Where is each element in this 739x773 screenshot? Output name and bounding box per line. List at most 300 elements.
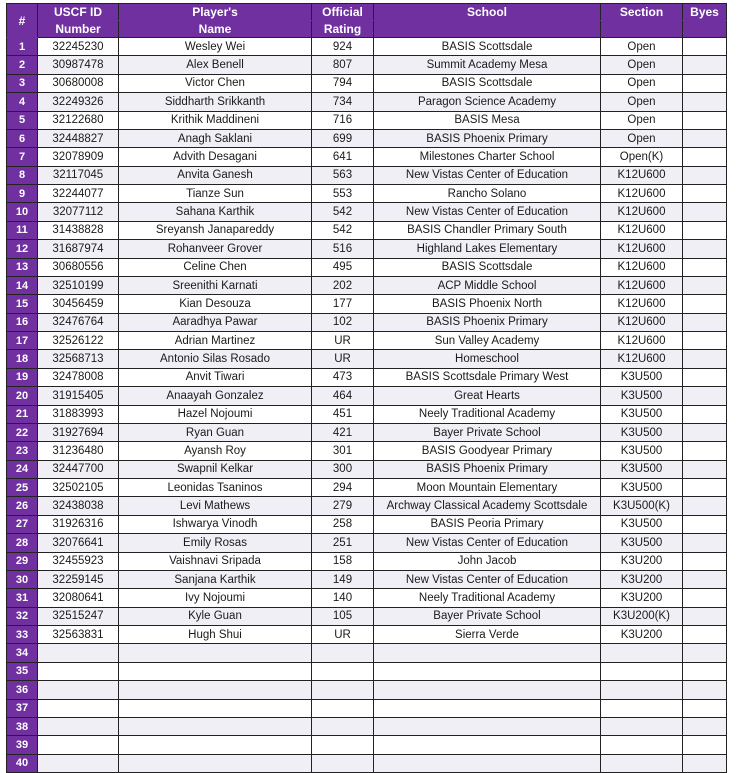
uscf-id-cell: 32259145	[38, 570, 119, 588]
row-number-cell: 14	[7, 276, 38, 294]
table-header	[7, 4, 727, 38]
school-cell	[374, 662, 601, 680]
section-cell: K12U600	[601, 313, 683, 331]
byes-cell	[683, 515, 727, 533]
player-name-cell: Leonidas Tsaninos	[119, 479, 312, 497]
player-name-cell: Krithik Maddineni	[119, 111, 312, 129]
row-number-cell: 15	[7, 295, 38, 313]
rating-cell: 542	[312, 221, 374, 239]
byes-cell	[683, 736, 727, 754]
table-row	[7, 736, 727, 754]
rating-cell: 140	[312, 589, 374, 607]
school-cell: BASIS Goodyear Primary	[374, 442, 601, 460]
section-cell: K3U500	[601, 534, 683, 552]
rating-cell	[312, 736, 374, 754]
uscf-id-cell: 32076641	[38, 534, 119, 552]
table-row	[7, 405, 727, 423]
school-cell	[374, 681, 601, 699]
row-number-cell: 16	[7, 313, 38, 331]
school-cell: Summit Academy Mesa	[374, 56, 601, 74]
uscf-id-cell: 32245230	[38, 38, 119, 56]
rating-cell: 158	[312, 552, 374, 570]
uscf-id-cell: 32478008	[38, 368, 119, 386]
rating-cell	[312, 681, 374, 699]
school-cell: Milestones Charter School	[374, 148, 601, 166]
rating-cell: UR	[312, 332, 374, 350]
player-name-cell: Tianze Sun	[119, 185, 312, 203]
school-cell: BASIS Phoenix Primary	[374, 313, 601, 331]
byes-cell	[683, 38, 727, 56]
section-cell: K12U600	[601, 295, 683, 313]
uscf-id-cell: 32438038	[38, 497, 119, 515]
player-name-cell: Rohanveer Grover	[119, 240, 312, 258]
section-cell	[601, 699, 683, 717]
row-number-cell: 25	[7, 479, 38, 497]
rating-cell: 716	[312, 111, 374, 129]
uscf-id-cell: 31687974	[38, 240, 119, 258]
table-row	[7, 332, 727, 350]
header-rating-line2: Rating	[312, 21, 374, 38]
player-name-cell	[119, 736, 312, 754]
rating-cell: 300	[312, 460, 374, 478]
rating-cell: 516	[312, 240, 374, 258]
rating-cell: 102	[312, 313, 374, 331]
table-row	[7, 497, 727, 515]
row-number-cell: 1	[7, 38, 38, 56]
section-cell: K3U500	[601, 405, 683, 423]
row-number-cell: 19	[7, 368, 38, 386]
player-name-cell: Ryan Guan	[119, 423, 312, 441]
uscf-id-cell: 31438828	[38, 221, 119, 239]
uscf-id-cell: 31927694	[38, 423, 119, 441]
byes-cell	[683, 405, 727, 423]
byes-cell	[683, 479, 727, 497]
player-name-cell: Anvita Ganesh	[119, 166, 312, 184]
rating-cell: 301	[312, 442, 374, 460]
school-cell: Neely Traditional Academy	[374, 589, 601, 607]
row-number-cell: 37	[7, 699, 38, 717]
school-cell: BASIS Phoenix Primary	[374, 460, 601, 478]
table-row	[7, 515, 727, 533]
player-name-cell: Sreyansh Janapareddy	[119, 221, 312, 239]
uscf-id-cell	[38, 736, 119, 754]
byes-cell	[683, 534, 727, 552]
player-name-cell: Anagh Saklani	[119, 129, 312, 147]
player-name-cell: Wesley Wei	[119, 38, 312, 56]
byes-cell	[683, 754, 727, 772]
byes-cell	[683, 387, 727, 405]
row-number-cell: 27	[7, 515, 38, 533]
uscf-id-cell	[38, 699, 119, 717]
uscf-id-cell: 32447700	[38, 460, 119, 478]
uscf-id-cell: 30680556	[38, 258, 119, 276]
uscf-id-cell: 32568713	[38, 350, 119, 368]
table-body	[7, 38, 727, 773]
uscf-id-cell: 32526122	[38, 332, 119, 350]
row-number-cell: 2	[7, 56, 38, 74]
rating-cell: 794	[312, 74, 374, 92]
byes-cell	[683, 368, 727, 386]
rating-cell: 258	[312, 515, 374, 533]
section-cell	[601, 681, 683, 699]
rating-cell: 495	[312, 258, 374, 276]
section-cell: K3U200(K)	[601, 607, 683, 625]
byes-cell	[683, 276, 727, 294]
section-cell: K3U500	[601, 515, 683, 533]
player-name-cell: Antonio Silas Rosado	[119, 350, 312, 368]
byes-cell	[683, 423, 727, 441]
byes-cell	[683, 240, 727, 258]
table-row	[7, 681, 727, 699]
byes-cell	[683, 460, 727, 478]
section-cell: K3U500	[601, 442, 683, 460]
school-cell	[374, 699, 601, 717]
player-name-cell: Alex Benell	[119, 56, 312, 74]
school-cell: Moon Mountain Elementary	[374, 479, 601, 497]
rating-cell: 473	[312, 368, 374, 386]
byes-cell	[683, 662, 727, 680]
school-cell: Bayer Private School	[374, 423, 601, 441]
table-row	[7, 56, 727, 74]
byes-cell	[683, 552, 727, 570]
row-number-cell: 8	[7, 166, 38, 184]
byes-cell	[683, 129, 727, 147]
section-cell: K3U500	[601, 423, 683, 441]
rating-cell	[312, 699, 374, 717]
section-cell	[601, 736, 683, 754]
byes-cell	[683, 717, 727, 735]
table-row	[7, 240, 727, 258]
header-uscf-id-line2: Number	[38, 21, 119, 38]
table-row	[7, 626, 727, 644]
row-number-cell: 38	[7, 717, 38, 735]
byes-cell	[683, 166, 727, 184]
uscf-id-cell: 32510199	[38, 276, 119, 294]
rating-cell	[312, 754, 374, 772]
table-row	[7, 589, 727, 607]
section-cell: K12U600	[601, 166, 683, 184]
player-name-cell: Sanjana Karthik	[119, 570, 312, 588]
row-number-cell: 11	[7, 221, 38, 239]
table-row	[7, 534, 727, 552]
byes-cell	[683, 332, 727, 350]
player-name-cell	[119, 662, 312, 680]
school-cell: BASIS Scottsdale	[374, 38, 601, 56]
uscf-id-cell: 30680008	[38, 74, 119, 92]
byes-cell	[683, 644, 727, 662]
table-row	[7, 74, 727, 92]
table-row	[7, 423, 727, 441]
school-cell: Homeschool	[374, 350, 601, 368]
row-number-cell: 18	[7, 350, 38, 368]
section-cell	[601, 644, 683, 662]
school-cell: BASIS Peoria Primary	[374, 515, 601, 533]
player-name-cell: Advith Desagani	[119, 148, 312, 166]
player-name-cell: Anvit Tiwari	[119, 368, 312, 386]
player-name-cell	[119, 681, 312, 699]
header-index: #	[7, 4, 38, 38]
byes-cell	[683, 313, 727, 331]
uscf-id-cell: 30987478	[38, 56, 119, 74]
player-name-cell: Sreenithi Karnati	[119, 276, 312, 294]
row-number-cell: 30	[7, 570, 38, 588]
table-row	[7, 93, 727, 111]
school-cell: BASIS Scottsdale	[374, 258, 601, 276]
row-number-cell: 21	[7, 405, 38, 423]
section-cell	[601, 754, 683, 772]
row-number-cell: 4	[7, 93, 38, 111]
row-number-cell: 28	[7, 534, 38, 552]
byes-cell	[683, 681, 727, 699]
row-number-cell: 9	[7, 185, 38, 203]
table-row	[7, 185, 727, 203]
player-name-cell: Siddharth Srikkanth	[119, 93, 312, 111]
rating-cell: 294	[312, 479, 374, 497]
section-cell: K3U500	[601, 387, 683, 405]
byes-cell	[683, 185, 727, 203]
player-name-cell: Ishwarya Vinodh	[119, 515, 312, 533]
byes-cell	[683, 699, 727, 717]
player-name-cell: Hazel Nojoumi	[119, 405, 312, 423]
rating-cell: 451	[312, 405, 374, 423]
section-cell: K12U600	[601, 221, 683, 239]
rating-cell: 641	[312, 148, 374, 166]
row-number-cell: 26	[7, 497, 38, 515]
row-number-cell: 40	[7, 754, 38, 772]
row-number-cell: 35	[7, 662, 38, 680]
row-number-cell: 32	[7, 607, 38, 625]
table-row	[7, 460, 727, 478]
school-cell: New Vistas Center of Education	[374, 203, 601, 221]
byes-cell	[683, 570, 727, 588]
table-row	[7, 295, 727, 313]
table-row	[7, 754, 727, 772]
rating-cell: 421	[312, 423, 374, 441]
rating-cell: 149	[312, 570, 374, 588]
row-number-cell: 6	[7, 129, 38, 147]
player-name-cell	[119, 717, 312, 735]
player-name-cell: Celine Chen	[119, 258, 312, 276]
byes-cell	[683, 74, 727, 92]
uscf-id-cell: 32515247	[38, 607, 119, 625]
uscf-id-cell: 31883993	[38, 405, 119, 423]
uscf-id-cell: 31926316	[38, 515, 119, 533]
row-number-cell: 12	[7, 240, 38, 258]
byes-cell	[683, 93, 727, 111]
school-cell	[374, 736, 601, 754]
school-cell: BASIS Scottsdale	[374, 74, 601, 92]
school-cell: Archway Classical Academy Scottsdale	[374, 497, 601, 515]
rating-cell: 177	[312, 295, 374, 313]
header-byes-blank	[683, 21, 727, 38]
table-row	[7, 442, 727, 460]
header-uscf-id-line1: USCF ID	[38, 4, 119, 21]
table-row	[7, 350, 727, 368]
roster-sheet	[6, 3, 727, 773]
uscf-id-cell	[38, 644, 119, 662]
rating-cell: 251	[312, 534, 374, 552]
rating-cell: 734	[312, 93, 374, 111]
byes-cell	[683, 258, 727, 276]
uscf-id-cell: 32249326	[38, 93, 119, 111]
school-cell: BASIS Phoenix North	[374, 295, 601, 313]
row-number-cell: 5	[7, 111, 38, 129]
rating-cell: 202	[312, 276, 374, 294]
uscf-id-cell: 32080641	[38, 589, 119, 607]
section-cell: K3U500(K)	[601, 497, 683, 515]
header-byes: Byes	[683, 4, 727, 21]
uscf-id-cell: 32078909	[38, 148, 119, 166]
section-cell: K3U200	[601, 589, 683, 607]
school-cell: New Vistas Center of Education	[374, 570, 601, 588]
uscf-id-cell: 32563831	[38, 626, 119, 644]
school-cell: BASIS Phoenix Primary	[374, 129, 601, 147]
header-school: School	[374, 4, 601, 21]
rating-cell	[312, 644, 374, 662]
row-number-cell: 10	[7, 203, 38, 221]
player-name-cell: Adrian Martinez	[119, 332, 312, 350]
player-name-cell: Aaradhya Pawar	[119, 313, 312, 331]
byes-cell	[683, 350, 727, 368]
table-row	[7, 699, 727, 717]
player-name-cell	[119, 644, 312, 662]
section-cell: Open(K)	[601, 148, 683, 166]
row-number-cell: 39	[7, 736, 38, 754]
section-cell: K3U500	[601, 368, 683, 386]
player-name-cell: Hugh Shui	[119, 626, 312, 644]
section-cell: K3U200	[601, 626, 683, 644]
school-cell: Rancho Solano	[374, 185, 601, 203]
byes-cell	[683, 442, 727, 460]
school-cell: Neely Traditional Academy	[374, 405, 601, 423]
byes-cell	[683, 626, 727, 644]
section-cell: Open	[601, 93, 683, 111]
table-row	[7, 717, 727, 735]
player-name-cell: Swapnil Kelkar	[119, 460, 312, 478]
table-row	[7, 38, 727, 56]
section-cell	[601, 717, 683, 735]
school-cell	[374, 644, 601, 662]
byes-cell	[683, 589, 727, 607]
table-row	[7, 368, 727, 386]
uscf-id-cell: 32077112	[38, 203, 119, 221]
rating-cell: 464	[312, 387, 374, 405]
table-row	[7, 479, 727, 497]
section-cell: Open	[601, 38, 683, 56]
byes-cell	[683, 203, 727, 221]
uscf-id-cell: 32122680	[38, 111, 119, 129]
school-cell: John Jacob	[374, 552, 601, 570]
table-row	[7, 387, 727, 405]
row-number-cell: 31	[7, 589, 38, 607]
uscf-id-cell: 32476764	[38, 313, 119, 331]
table-row	[7, 166, 727, 184]
table-row	[7, 111, 727, 129]
school-cell	[374, 717, 601, 735]
table-row	[7, 570, 727, 588]
school-cell: ACP Middle School	[374, 276, 601, 294]
player-name-cell: Vaishnavi Sripada	[119, 552, 312, 570]
section-cell: K3U200	[601, 552, 683, 570]
school-cell: New Vistas Center of Education	[374, 166, 601, 184]
header-player-name-line2: Name	[119, 21, 312, 38]
row-number-cell: 3	[7, 74, 38, 92]
player-name-cell: Emily Rosas	[119, 534, 312, 552]
table-row	[7, 313, 727, 331]
header-section: Section	[601, 4, 683, 21]
rating-cell: 105	[312, 607, 374, 625]
byes-cell	[683, 221, 727, 239]
row-number-cell: 29	[7, 552, 38, 570]
school-cell: BASIS Chandler Primary South	[374, 221, 601, 239]
player-name-cell: Levi Mathews	[119, 497, 312, 515]
header-rating-line1: Official	[312, 4, 374, 21]
header-section-blank	[601, 21, 683, 38]
rating-cell: UR	[312, 350, 374, 368]
byes-cell	[683, 148, 727, 166]
row-number-cell: 20	[7, 387, 38, 405]
section-cell: K12U600	[601, 276, 683, 294]
player-name-cell: Kyle Guan	[119, 607, 312, 625]
table-row	[7, 148, 727, 166]
uscf-id-cell	[38, 681, 119, 699]
school-cell: Great Hearts	[374, 387, 601, 405]
school-cell: Sun Valley Academy	[374, 332, 601, 350]
player-name-cell: Anaayah Gonzalez	[119, 387, 312, 405]
rating-cell: 563	[312, 166, 374, 184]
row-number-cell: 17	[7, 332, 38, 350]
table-row	[7, 607, 727, 625]
table-row	[7, 276, 727, 294]
uscf-id-cell: 30456459	[38, 295, 119, 313]
table-row	[7, 552, 727, 570]
school-cell: Highland Lakes Elementary	[374, 240, 601, 258]
byes-cell	[683, 497, 727, 515]
rating-cell: 807	[312, 56, 374, 74]
player-name-cell: Ayansh Roy	[119, 442, 312, 460]
section-cell: K12U600	[601, 240, 683, 258]
row-number-cell: 34	[7, 644, 38, 662]
table-row	[7, 258, 727, 276]
uscf-id-cell: 32117045	[38, 166, 119, 184]
byes-cell	[683, 607, 727, 625]
section-cell	[601, 662, 683, 680]
school-cell: Bayer Private School	[374, 607, 601, 625]
player-name-cell: Victor Chen	[119, 74, 312, 92]
rating-cell: 542	[312, 203, 374, 221]
header-school-blank	[374, 21, 601, 38]
rating-cell: 553	[312, 185, 374, 203]
row-number-cell: 24	[7, 460, 38, 478]
row-number-cell: 13	[7, 258, 38, 276]
player-name-cell: Ivy Nojoumi	[119, 589, 312, 607]
uscf-id-cell: 31915405	[38, 387, 119, 405]
section-cell: Open	[601, 129, 683, 147]
rating-cell	[312, 662, 374, 680]
uscf-id-cell	[38, 717, 119, 735]
rating-cell	[312, 717, 374, 735]
section-cell: K12U600	[601, 332, 683, 350]
row-number-cell: 22	[7, 423, 38, 441]
section-cell: Open	[601, 56, 683, 74]
school-cell: New Vistas Center of Education	[374, 534, 601, 552]
uscf-id-cell: 32244077	[38, 185, 119, 203]
uscf-id-cell: 32502105	[38, 479, 119, 497]
section-cell: K12U600	[601, 258, 683, 276]
school-cell	[374, 754, 601, 772]
section-cell: K3U500	[601, 479, 683, 497]
rating-cell: 924	[312, 38, 374, 56]
